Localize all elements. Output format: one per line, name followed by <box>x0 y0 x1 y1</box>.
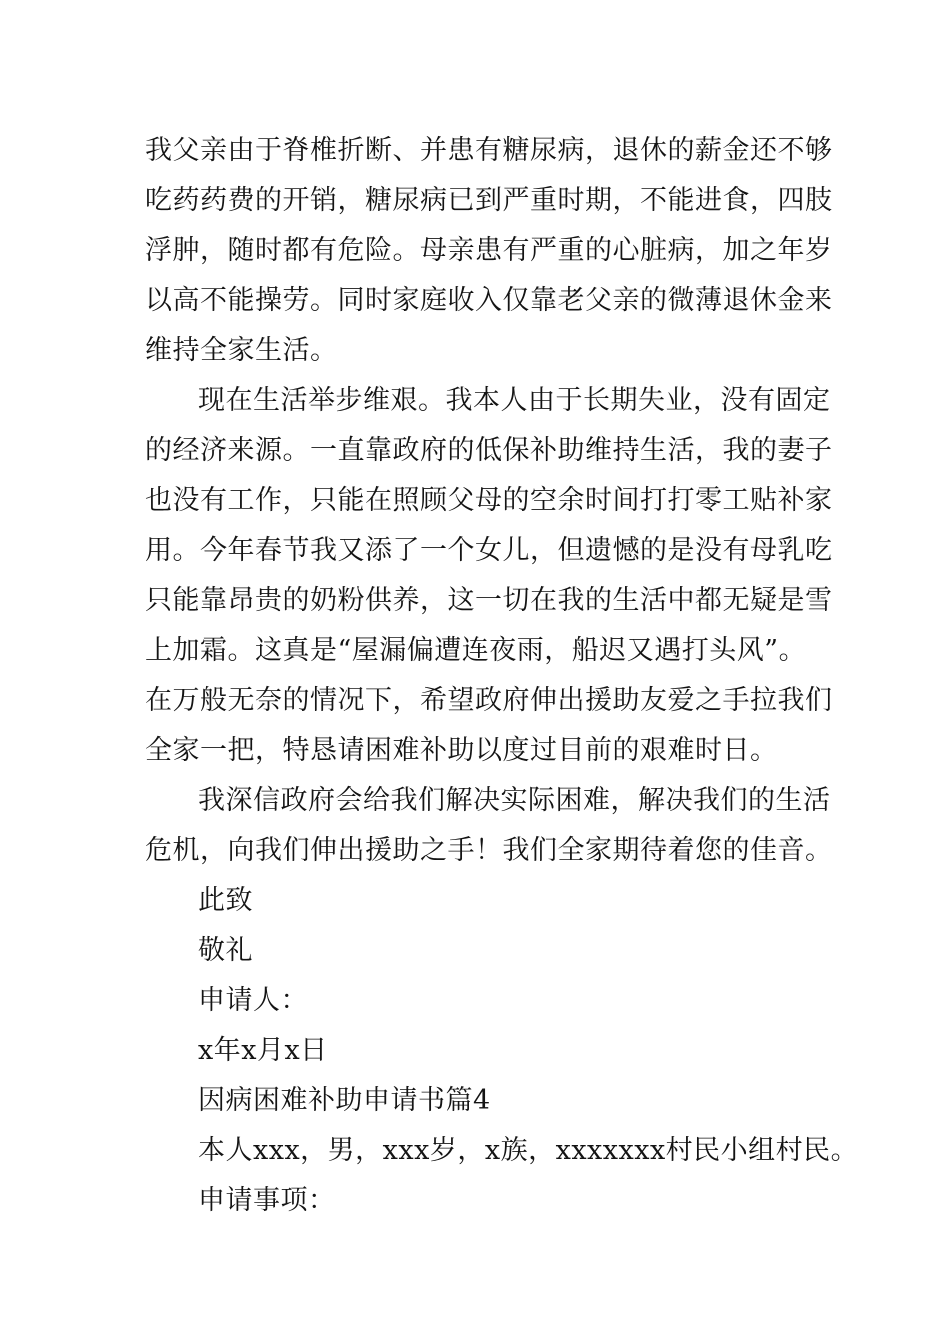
applicant-label: 申请人： <box>198 985 308 1016</box>
paragraph-3-line-2: 危机，向我们伸出援助之手！我们全家期待着您的佳音。 <box>145 835 833 866</box>
paragraph-2-line-7: 在万般无奈的情况下，希望政府伸出援助友爱之手拉我们 <box>145 685 833 716</box>
paragraph-1-line-4: 以高不能操劳。同时家庭收入仅靠老父亲的微薄退休金来 <box>145 285 833 316</box>
paragraph-2-line-8: 全家一把，特恳请困难补助以度过目前的艰难时日。 <box>145 735 778 766</box>
paragraph-3-line-1: 我深信政府会给我们解决实际困难，解决我们的生活 <box>198 785 831 816</box>
paragraph-1-line-2: 吃药药费的开销，糖尿病已到严重时期，不能进食，四肢 <box>145 185 833 216</box>
salute: 敬礼 <box>198 935 253 966</box>
date-line: x年x月x日 <box>198 1035 328 1066</box>
closing: 此致 <box>198 885 253 916</box>
section-title: 因病困难补助申请书篇4 <box>198 1085 491 1116</box>
paragraph-2-line-6: 上加霜。这真是“屋漏偏遭连夜雨，船迟又遇打头风”。 <box>145 635 807 666</box>
paragraph-2-line-1: 现在生活举步维艰。我本人由于长期失业，没有固定 <box>198 385 831 416</box>
paragraph-1-line-3: 浮肿，随时都有危险。母亲患有严重的心脏病，加之年岁 <box>145 235 833 266</box>
matter-label: 申请事项： <box>198 1185 336 1216</box>
paragraph-2-line-2: 的经济来源。一直靠政府的低保补助维持生活，我的妻子 <box>145 435 833 466</box>
paragraph-1-line-5: 维持全家生活。 <box>145 335 338 366</box>
paragraph-2-line-3: 也没有工作，只能在照顾父母的空余时间打打零工贴补家 <box>145 485 833 516</box>
paragraph-2-line-5: 只能靠昂贵的奶粉供养，这一切在我的生活中都无疑是雪 <box>145 585 833 616</box>
intro-line: 本人xxx，男，xxx岁，x族，xxxxxxx村民小组村民。 <box>198 1135 859 1166</box>
paragraph-2-line-4: 用。今年春节我又添了一个女儿，但遗憾的是没有母乳吃 <box>145 535 833 566</box>
paragraph-1-line-1: 我父亲由于脊椎折断、并患有糖尿病，退休的薪金还不够 <box>145 135 833 166</box>
